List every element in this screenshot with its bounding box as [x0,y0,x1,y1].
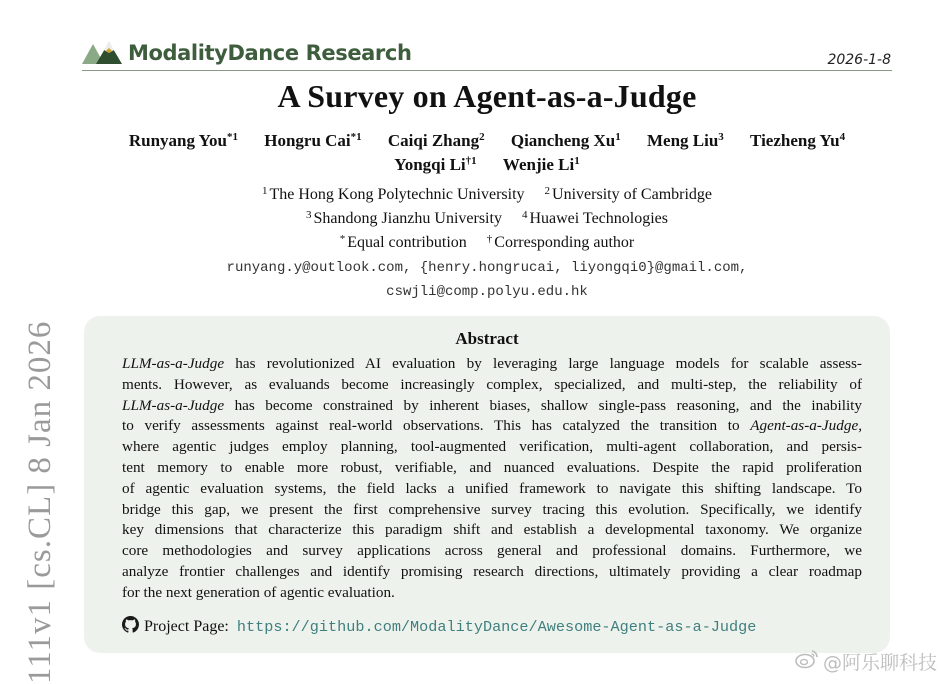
github-icon [122,616,139,638]
author-list-row-1 [0,131,947,151]
abstract-text-segment: where agentic judges employ planning, tool-augmented verification, multi-agent collaboration, and persis- [122,438,862,456]
affiliation: $^1$ The Hong Kong Polytechnic University [261,185,525,203]
author: Qiancheng Xu$^1$ [510,131,621,150]
abstract-line [122,583,862,604]
author: Runyang You$^{*1}$ [128,131,238,150]
author-list-row-2 [0,155,947,175]
affiliation-row-1 [0,185,947,204]
abstract-text-segment: key dimensions that characterize this paradigm shift and establish a developmental taxonomy. We organize [122,521,862,539]
abstract-line [122,354,862,375]
abstract-box [84,316,890,653]
abstract-line [122,375,862,396]
author: Meng Liu$^3$ [646,131,724,150]
weibo-icon [795,649,819,674]
project-page-label: Project Page: [144,618,229,635]
abstract-line [122,562,862,583]
corresponding-author-note: † Corresponding author [486,233,635,251]
equal-contribution-note: * Equal contribution [339,233,467,251]
abstract-italic-term: LLM-as-a-Judge [122,396,225,414]
paper-date: 2026-1-8 [827,52,891,68]
affiliation: $^3$ Shandong Jianzhu University [306,209,502,227]
abstract-heading: Abstract [455,329,519,348]
author-emails-line-2: cswjli@comp.polyu.edu.hk [386,284,588,300]
abstract-text-segment: has revolutionized AI evaluation by leveraging large language models for scalable assess- [224,355,862,372]
affiliation: $^2$ University of Cambridge [544,185,713,203]
abstract-line [122,520,862,541]
weibo-watermark [795,648,937,675]
brand-logo [82,38,412,68]
author: Tiezheng Yu$^4$ [750,131,846,150]
abstract-text-segment: analyze frontier challenges and identify promising research directions, ultimately providing a clear roadmap [122,562,862,580]
abstract-text-segment: of agentic evaluation systems, the field lacks a unified framework to navigate this shifting landscape. To [122,479,862,497]
arxiv-identifier-stamp: 111v1 [cs.CL] 8 Jan 2026 [22,320,58,684]
affiliation-row-2 [0,209,947,228]
abstract-text-segment: bridge this gap, we present the first comprehensive survey tracing this evolution. Specifically, we identify [122,500,862,518]
mountain-logo-icon [82,40,124,66]
abstract-line [122,479,862,500]
header-divider [82,70,892,71]
abstract-text-segment: has become constrained by inherent biases, shallow single-pass reasoning, and the inability [224,396,862,414]
brand-name: ModalityDance Research [128,41,412,65]
abstract-italic-term: Agent-as-a-Judge [750,417,859,435]
abstract-line [122,458,862,479]
watermark-text: @阿乐聊科技 [822,652,937,674]
abstract-text-segment: core methodologies and survey applications across general and professional domains. Furthermore, we [122,542,862,560]
author-notes [0,233,947,252]
paper-title: A Survey on Agent-as-a-Judge [277,78,697,114]
abstract-text-segment: tent memory to enable more robust, verifiable, and nuanced evaluations. Despite the rapid proliferation [122,458,862,476]
abstract-text-segment: , [858,417,862,435]
abstract-text-segment: ments. However, as evaluands become increasingly complex, specialized, and multi-step, the reliability of [122,375,862,393]
abstract-line [122,416,862,437]
project-page-link[interactable]: https://github.com/ModalityDance/Awesome-Agent-as-a-Judge [236,618,757,636]
author: Hongru Cai$^{*1}$ [264,131,362,150]
author: Yongqi Li$^{\dagger 1}$ [394,155,477,174]
project-page-line [122,616,882,638]
author: Wenjie Li$^1$ [502,155,580,174]
abstract-line [122,500,862,521]
abstract-line [122,541,862,562]
abstract-line [122,396,862,417]
author-emails-line-1: runyang.y@outlook.com, {henry.hongrucai, liyongqi0}@gmail.com, [226,260,748,276]
abstract-line [122,437,862,458]
affiliation: $^4$ Huawei Technologies [521,209,668,227]
abstract-italic-term: LLM-as-a-Judge [122,355,225,372]
abstract-text-segment: for the next generation of agentic evaluation. [122,583,395,601]
abstract-text-segment: to verify assessments against real-world observations. This has catalyzed the transition to [122,417,751,435]
author: Caiqi Zhang$^2$ [387,131,485,150]
abstract-text [122,354,862,604]
